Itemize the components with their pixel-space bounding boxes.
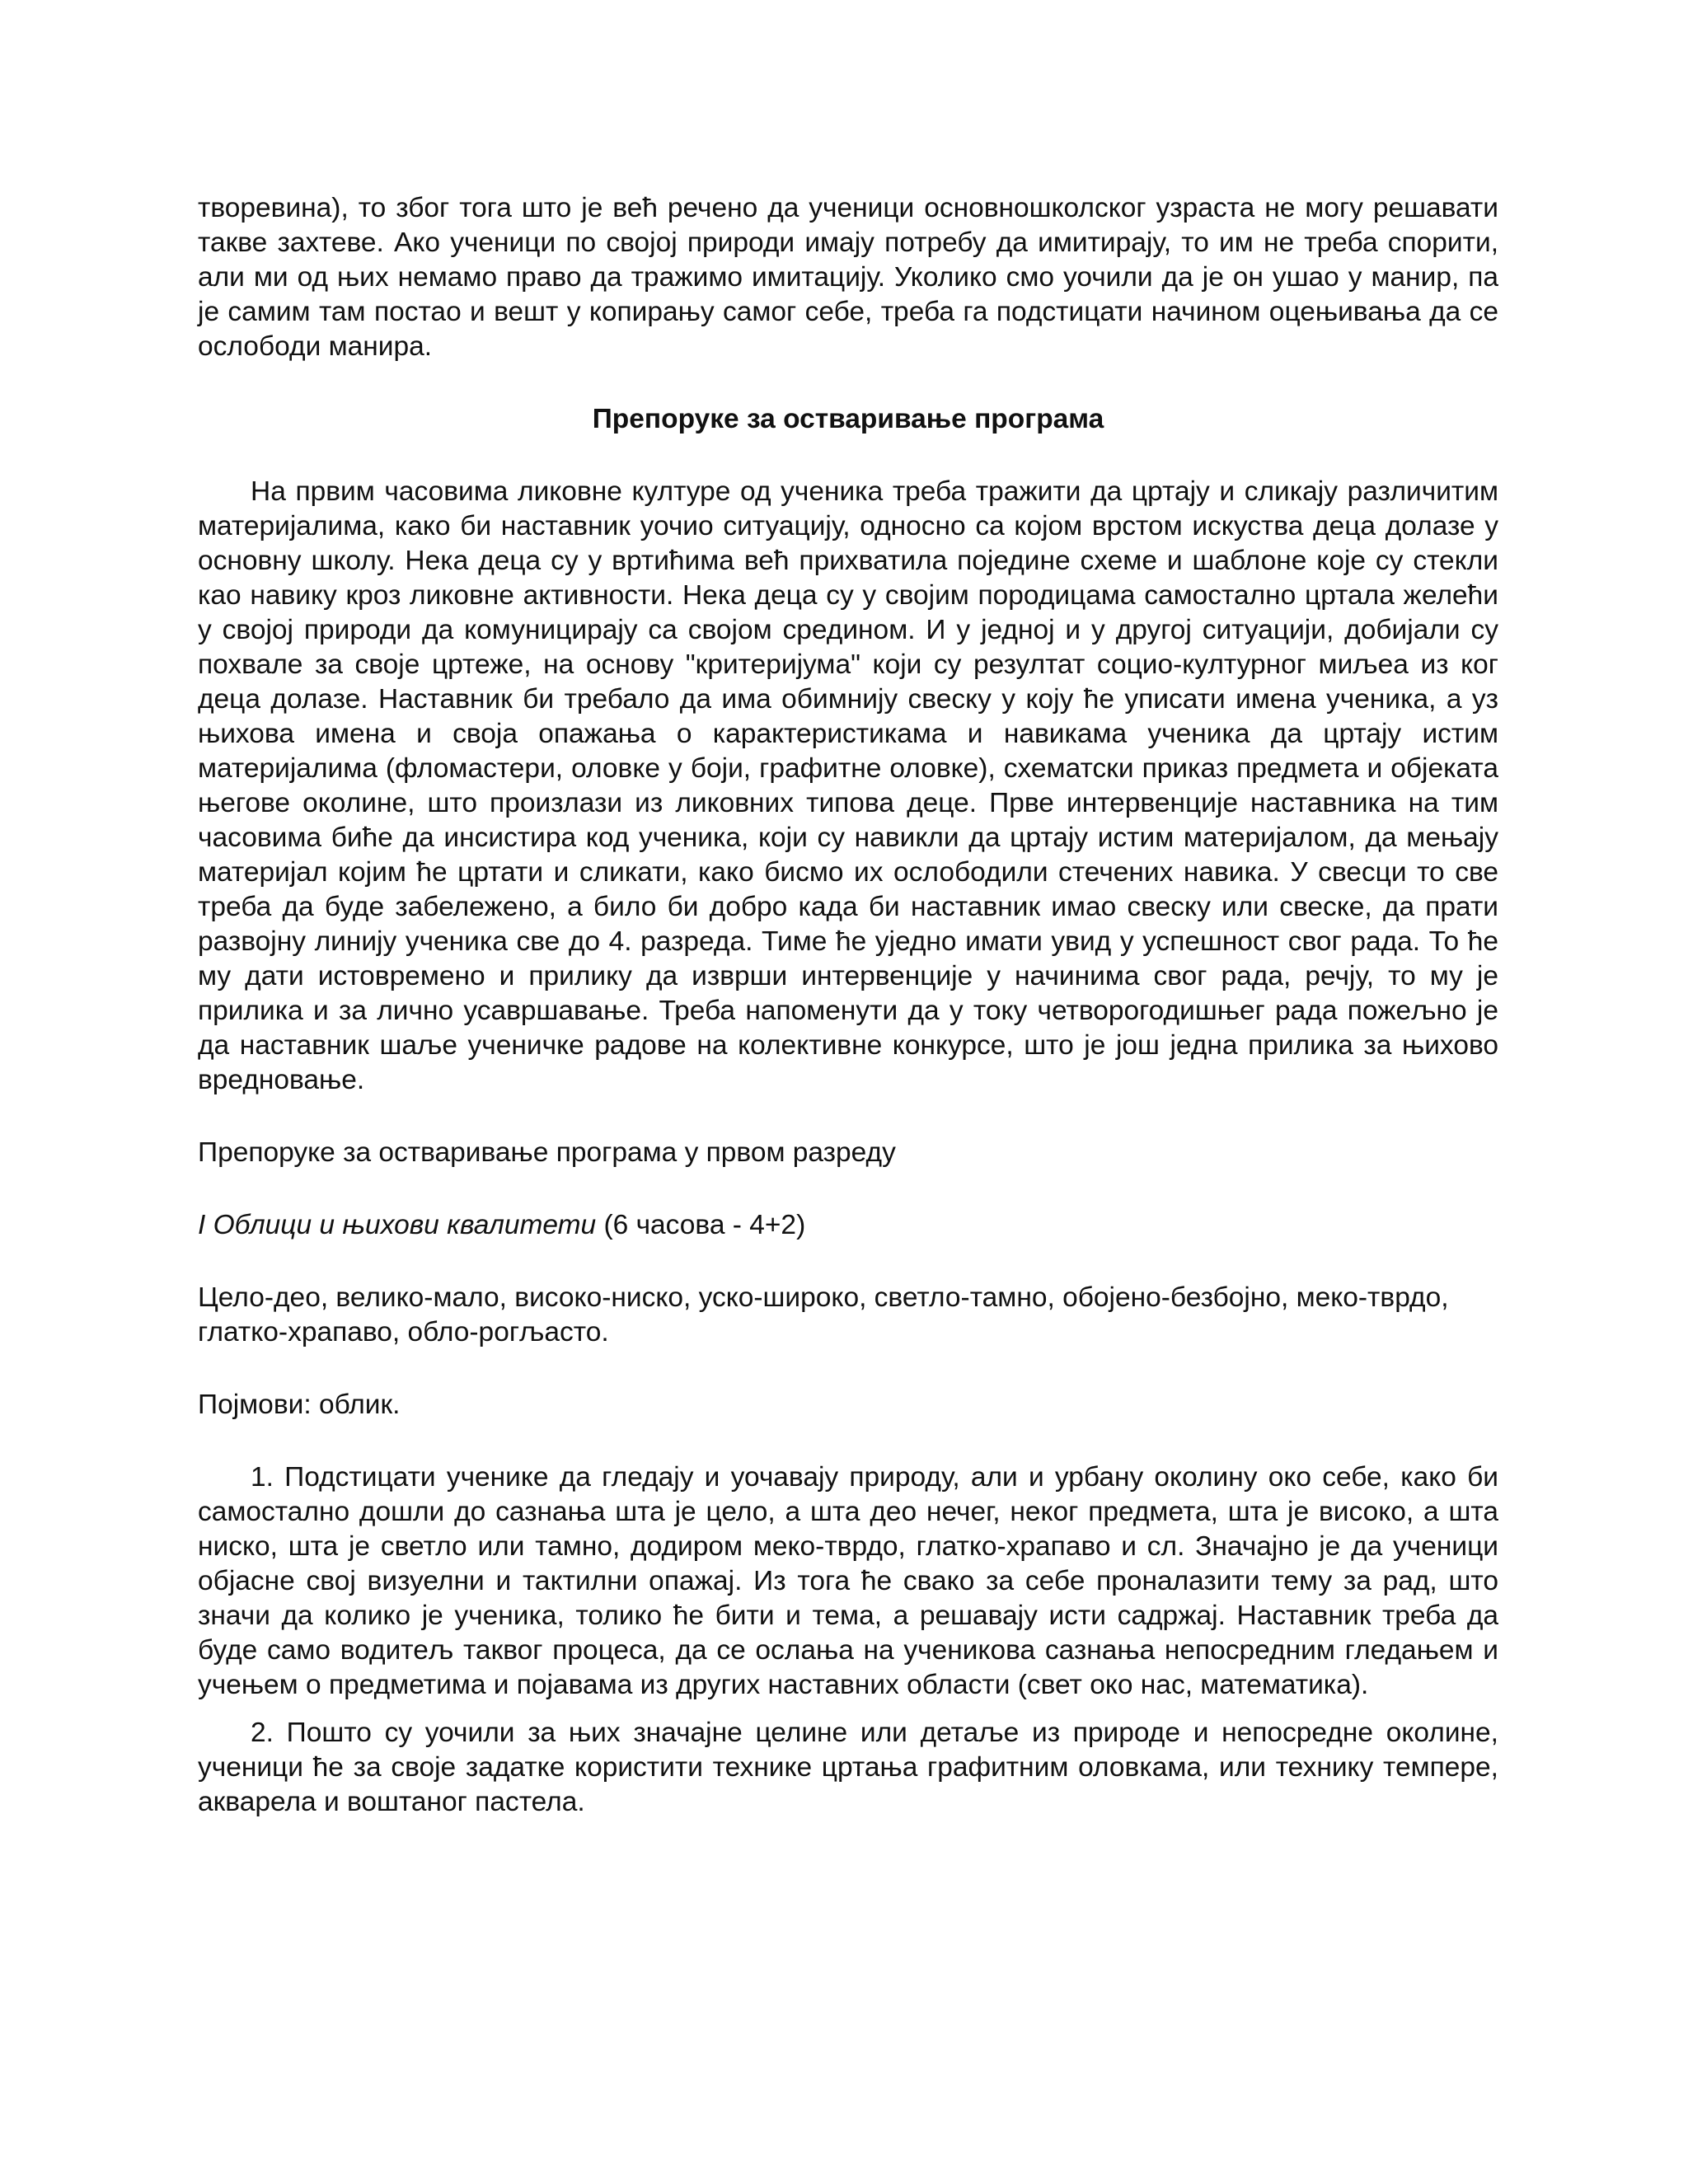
unit-title: I Облици и њихови квалитети (198, 1210, 597, 1240)
concepts-line: Појмови: облик. (198, 1390, 401, 1420)
unit-hours: (6 часова - 4+2) (596, 1210, 806, 1240)
first-grade-heading: Препоруке за остваривање програма у првом разреду (198, 1137, 896, 1168)
content-list: Цело-део, велико-мало, високо-ниско, уско-широко, светло-тамно, обојено-безбојно, меко-тврдо, глатко-храпаво, обло-рогљасто. (198, 1282, 1449, 1347)
unit-title-line (198, 1208, 1498, 1243)
numbered-item-2: 2. Пошто су уочили за њих значајне целине или детаље из природе и непосредне околине, ученици ће за своје задатке користити технике цртања графитним оловкама, или технику темпере, акварела и воштаног пастела. (198, 1718, 1498, 1817)
numbered-item-1: 1. Подстицати ученике да гледају и уочавају природу, али и урбану околину око себе, како би самостално дошли до сазнања шта је цело, а шта део нечег, неког предмета, шта је високо, а шта ниско, шта је светло или тамно, додиром меко-тврдо, глатко-храпаво и сл. Значајно је да ученици објасне свој визуелни и тактилни опажај. Из тога ће свако за себе проналазити тему за рад, што значи да колико је ученика, толико ће бити и тема, а решавају исти садржај. Наставник треба да буде само водитељ таквог процеса, да се ослања на ученикова сазнања непосредним гледањем и учењем о предметима и појавама из других наставних области (свет око нас, математика). (198, 1462, 1498, 1700)
section-heading: Препоруке за остваривање програма (592, 404, 1104, 434)
document-page (198, 191, 1498, 1820)
intro-paragraph: творевина), то због тога што је већ речено да ученици основношколског узраста не могу решавати такве захтеве. Ако ученици по својој природи имају потребу да имитирају, то им не треба спорити, али ми од њих немамо право да тражимо имитацију. Уколико смо уочили да је он ушао у манир, па је самим там постао и вешт у копирању самог себе, треба га подстицати начином оцењивања да се ослободи манира. (198, 193, 1498, 362)
main-paragraph: На првим часовима ликовне културе од ученика треба тражити да цртају и сликају различитим материјалима, како би наставник уочио ситуацију, односно са којом врстом искуства деца долазе у основну школу. Нека деца су у вртићима већ прихватила поједине схеме и шаблоне које су стекли као навику кроз ликовне активности. Нека деца су у својим породицама самостално цртала желећи у својој природи да комуницирају са својом средином. И у једној и у другој ситуацији, добијали су похвале за своје цртеже, на основу "критеријума" који су резултат социо-културног миљеа из ког деца долазе. Наставник би требало да има обимнију свеску у коју ће уписати имена ученика, а уз њихова имена и своја опажања о карактеристикама и навикама ученика да цртају истим материјалима (фломастери, оловке у боји, графитне оловке), схематски приказ предмета и објеката његове околине, што произлази из ликовних типова деце. Прве интервенције наставника на тим часовима биће да инсистира код ученика, који су навикли да цртају истим материјалом, да мењају материјал којим ће цртати и сликати, како бисмо их ослободили стечених навика. У свесци то све треба да буде забележено, а било би добро када би наставник имао свеску или свеске, да прати развојну линију ученика све до 4. разреда. Тиме ће уједно имати увид у успешност свог рада. То ће му дати истовремено и прилику да изврши интервенције у начинима свог рада, речју, то му је прилика и за лично усавршавање. Треба напоменути да у току четворогодишњег рада пожељно је да наставник шаље ученичке радове на колективне конкурсе, што је још једна прилика за њихово вредновање. (198, 476, 1498, 1095)
